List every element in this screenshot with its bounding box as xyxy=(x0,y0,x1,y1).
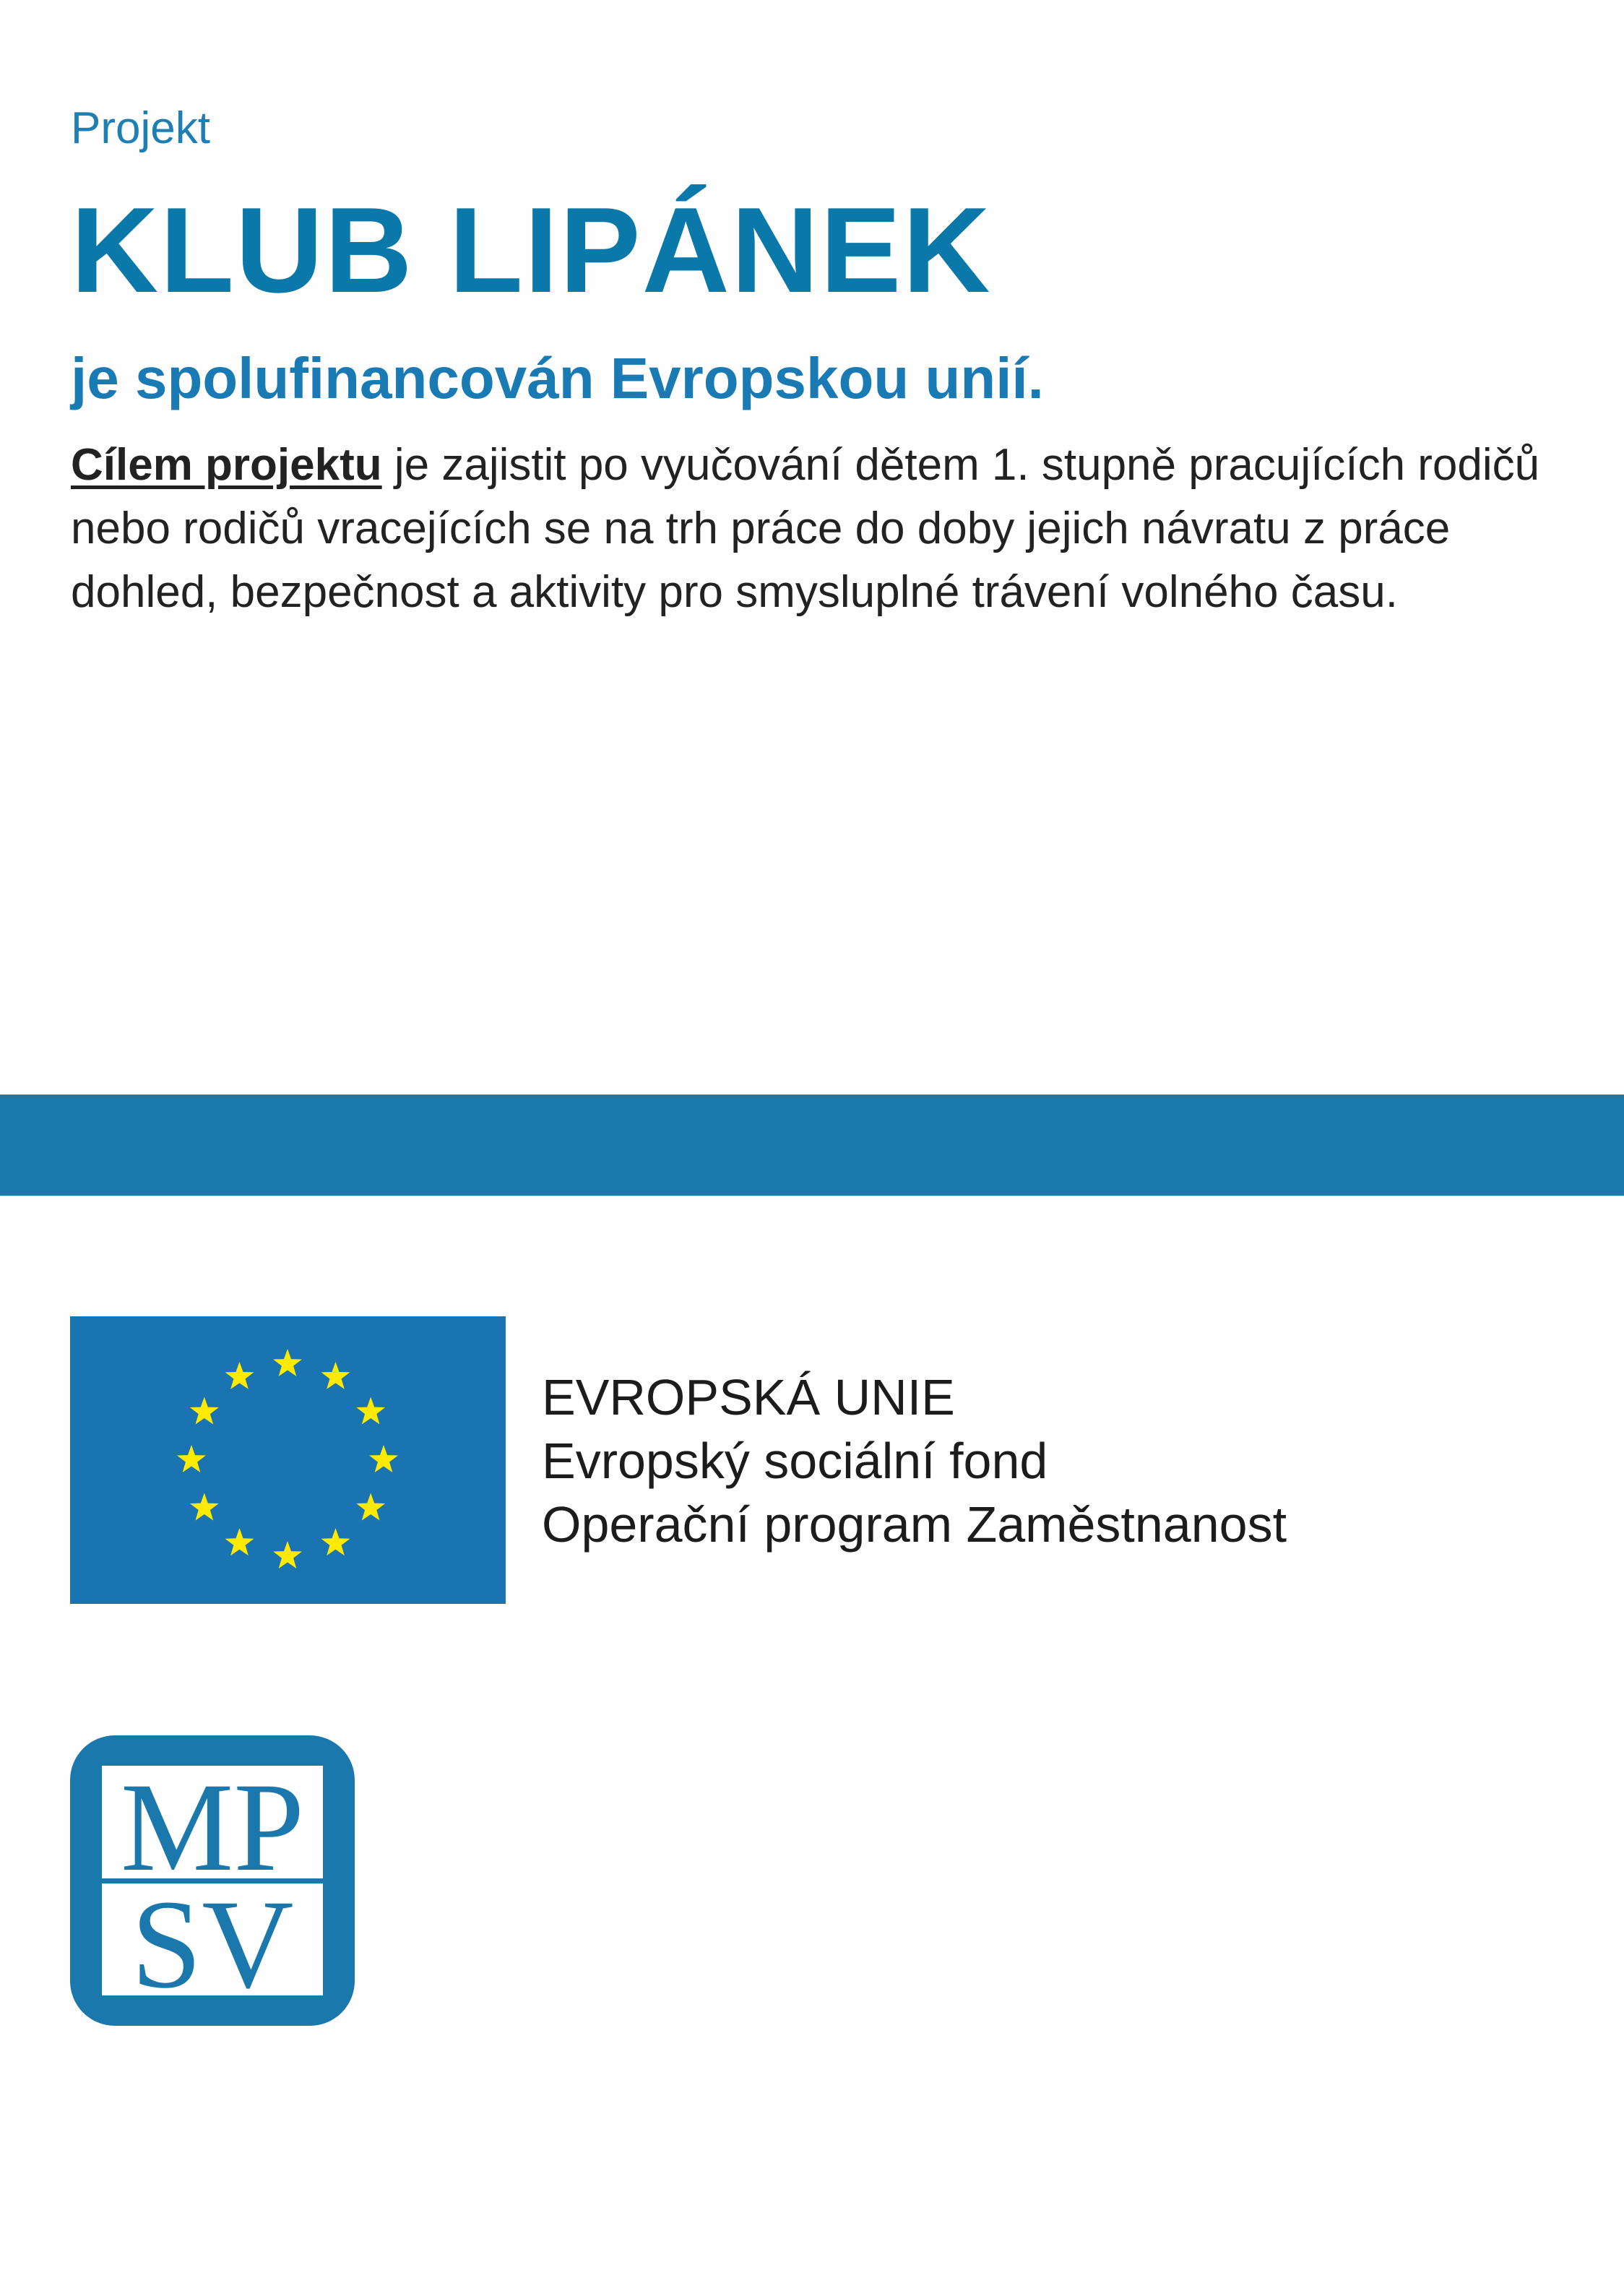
mpsv-logo-icon xyxy=(70,1735,355,2026)
project-subtitle: je spolufinancován Evropskou unií. xyxy=(71,346,1044,410)
eu-program-label: Operační program Zaměstnanost xyxy=(542,1496,1287,1553)
eu-flag-icon xyxy=(70,1316,506,1604)
project-title: KLUB LIPÁNEK xyxy=(71,182,992,318)
mpsv-logo-bottom-letters: SV xyxy=(131,1874,294,2015)
eu-funding-text xyxy=(542,1365,1287,1556)
pre-title: Projekt xyxy=(71,103,210,153)
mpsv-logo-top-letters: MP xyxy=(120,1757,305,1898)
description-lead: Cílem projektu xyxy=(71,440,382,490)
eu-union-label: EVROPSKÁ UNIE xyxy=(542,1369,955,1425)
project-description xyxy=(71,433,1588,624)
blue-divider-band xyxy=(0,1095,1624,1196)
description-text: je zajistit po vyučování dětem 1. stupně pracujících rodičů nebo rodičů vracejících se na trh práce do doby jejich návratu z práce dohled, bezpečnost a aktivity pro smysluplné trávení volného času. xyxy=(71,440,1540,617)
eu-fund-label: Evropský sociální fond xyxy=(542,1433,1048,1489)
